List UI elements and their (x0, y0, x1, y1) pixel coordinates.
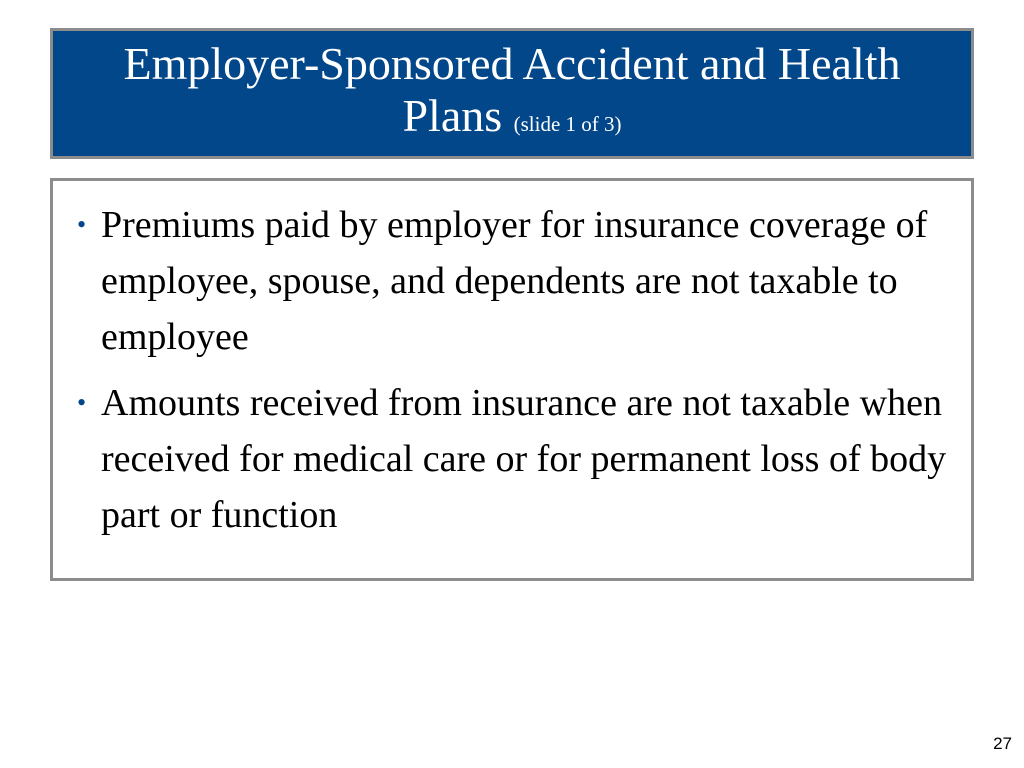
slide-content-box (50, 178, 974, 581)
slide-subtitle: (slide 1 of 3) (513, 111, 622, 136)
bullet-text: Amounts received from insurance are not taxable when received for medical care or for permanent loss of body part or function (101, 382, 947, 536)
slide-title-line-2 (402, 90, 621, 150)
bullet-text: Premiums paid by employer for insurance coverage of employee, spouse, and dependents are not taxable to employee (101, 204, 928, 358)
bullet-icon: • (77, 388, 87, 417)
bullet-icon: • (77, 210, 87, 239)
bullet-item (77, 375, 957, 543)
slide-title-line-1: Employer-Sponsored Accident and Health (123, 37, 901, 89)
slide-title-continuation: Plans (402, 89, 503, 141)
slide-title-box (50, 28, 974, 159)
page-number: 27 (993, 734, 1012, 753)
bullet-list (53, 181, 971, 543)
bullet-item (77, 197, 957, 365)
